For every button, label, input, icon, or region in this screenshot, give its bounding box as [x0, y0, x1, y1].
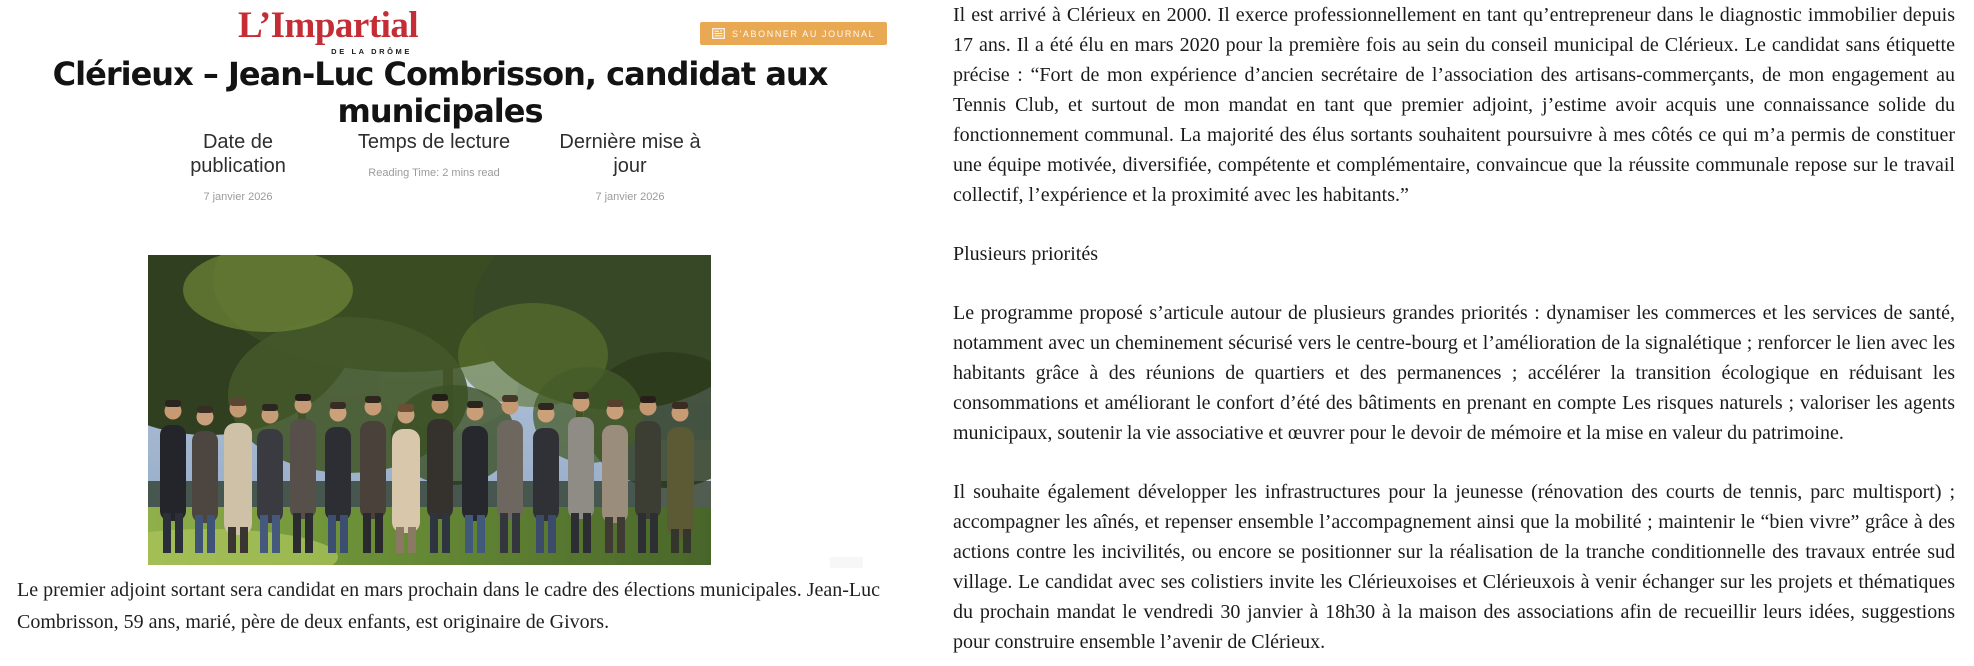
meta-value: 7 janvier 2026	[203, 191, 273, 203]
meta-last-update	[554, 130, 706, 203]
article-body-column	[953, 0, 1955, 666]
meta-value: Reading Time: 2 mins read	[368, 167, 500, 179]
logo-title: L’Impartial	[238, 5, 419, 46]
article-left-column	[0, 0, 945, 666]
meta-label: Temps de lecture	[357, 131, 511, 153]
article-photo	[148, 255, 711, 565]
section-subheading: Plusieurs priorités	[953, 243, 1098, 265]
meta-value: 7 janvier 2026	[595, 191, 665, 203]
photo-caption: Le premier adjoint sortant sera candidat en mars prochain dans le cadre des élections municipales. Jean-Luc Combrisson, 59 ans, marié, père de deux enfants, est originaire de Givors.	[17, 579, 880, 633]
newspaper-icon	[712, 28, 725, 39]
newspaper-logo[interactable]	[238, 6, 418, 56]
subscribe-button[interactable]	[700, 22, 887, 45]
logo-subtitle: DE LA DRÔME	[331, 47, 412, 56]
meta-publication-date	[177, 130, 299, 203]
subscribe-label: S'ABONNER AU JOURNAL	[732, 28, 876, 39]
meta-reading-time	[334, 130, 534, 179]
loading-placeholder	[830, 557, 863, 568]
meta-label: Date de publication	[190, 131, 286, 177]
body-paragraph-2: Le programme proposé s’articule autour de plusieurs grandes priorités : dynamiser les commerces et les services de santé, notamment avec un cheminement sécurisé vers le centre-bourg et l’amélioration de la signalétique ; renforcer le lien avec les habitants grâce à des réunions de quartiers et des permanences ; accélérer la transition écologique en réduisant les consommations et améliorant le confort d’été des bâtiments en prenant en compte Les risques naturels ; valoriser les agents municipaux, soutenir la vie associative et œuvrer pour le devoir de mémoire et la mise en valeur du patrimoine.	[953, 302, 1955, 444]
body-paragraph-3: Il souhaite également développer les infrastructures pour la jeunesse (rénovation des courts de tennis, parc multisport) ; accompagner les aînés, et repenser ensemble l’accompagnement ainsi que la mobilité ; maintenir le “bien vivre” grâce à des actions contre les incivilités, ou encore se positionner sur la réalisation de la tranche conditionnelle des travaux entrée sud village. Le candidat avec ses colistiers invite les Clérieuxoises et Clérieuxois à venir échanger sur les projets et thématiques du prochain mandat le vendredi 30 janvier à 18h30 à la maison des associations afin de recueillir leurs idées, suggestions pour construire ensemble l’avenir de Clérieux.	[953, 481, 1955, 653]
meta-label: Dernière mise à jour	[559, 131, 701, 177]
body-paragraph-1: Il est arrivé à Clérieux en 2000. Il exerce professionnellement en tant qu’entrepreneur dans le diagnostic immobilier depuis 17 ans. Il a été élu en mars 2020 pour la première fois au sein du conseil municipal de Clérieux. Le candidat sans étiquette précise : “Fort de mon expérience d’ancien secrétaire de l’association des artisans-commerçants, de mon engagement au Tennis Club, et surtout de mon mandat en tant que premier adjoint, j’estime avoir acquis une connaissance solide du fonctionnement communal. La majorité des élus sortants souhaitent poursuivre à mes côtés ce qui m’a permis de constituer une équipe motivée, diversifiée, compétente et complémentaire, convaincue que la réussite communale repose sur le travail collectif, l’expérience et la proximité avec les habitants.”	[953, 4, 1955, 206]
article-title: Clérieux – Jean-Luc Combrisson, candidat aux municipales	[52, 55, 828, 130]
